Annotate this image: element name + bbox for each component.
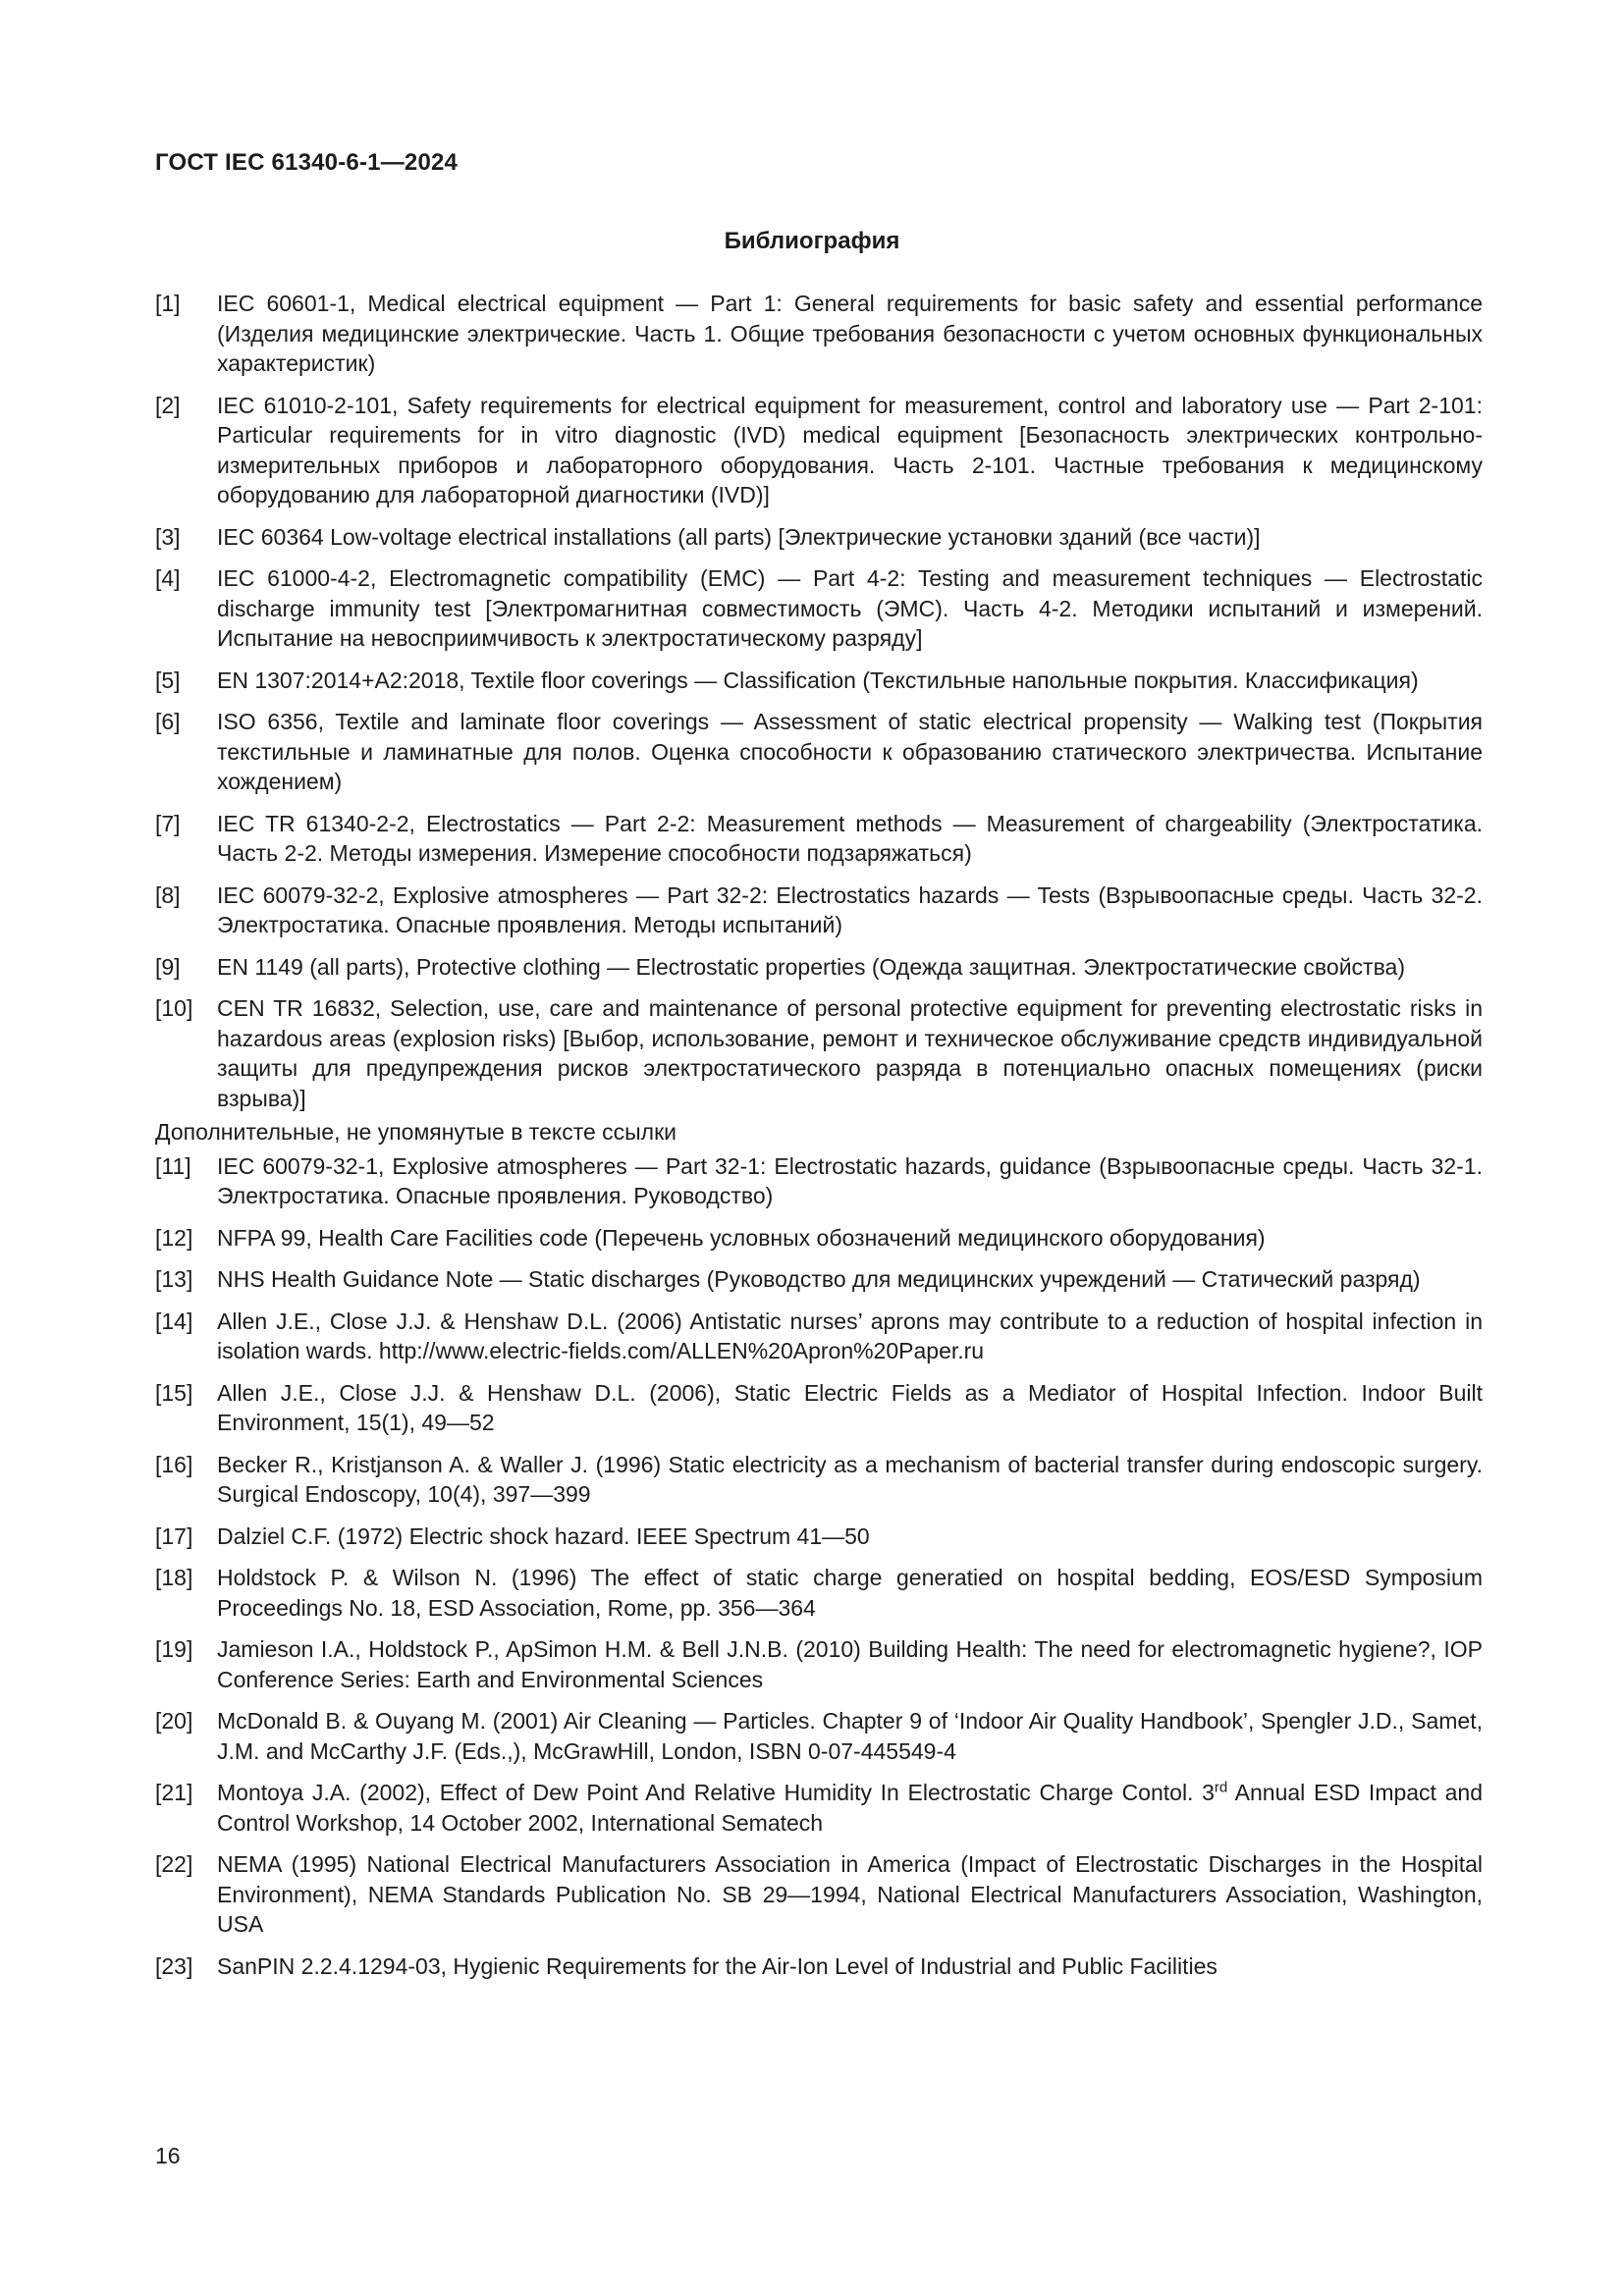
reference-number: [1] [155, 291, 181, 316]
reference-text: IEC 60601-1, Medical electrical equipment — Part 1: General requirements for basic safety and essential performance (Изделия медицинские электрические. Часть 1. Общие требования безопасности с учетом основных функциональных характеристик) [217, 291, 1483, 376]
reference-item [155, 1706, 1483, 1766]
reference-item [155, 1563, 1483, 1623]
reference-item [155, 1634, 1483, 1694]
reference-item [155, 1378, 1483, 1438]
reference-group [155, 289, 1483, 1113]
reference-item [155, 563, 1483, 654]
reference-number: [11] [155, 1152, 191, 1179]
bibliography-list [155, 289, 1483, 1993]
reference-text-part: Annual ESD Impact and Control Workshop, 14 October 2002, International Sematech [217, 1780, 1483, 1836]
reference-number: [23] [155, 1952, 193, 1979]
reference-text: IEC 60364 Low-voltage electrical installations (all parts) [Электрические установки зданий (все части)] [217, 523, 1261, 550]
reference-text: IEC 61000-4-2, Electromagnetic compatibility (EMC) — Part 4-2: Testing and measurement techniques — Electrostatic discharge immunity test [Электромагнитная совместимость (ЭМС). Часть 4-2. Методики испытаний и измерений. Испытание на невосприимчивость к электростатическому разряду] [217, 565, 1483, 651]
reference-text: EN 1307:2014+A2:2018, Textile floor coverings — Classification (Текстильные напольные покрытия. Классификация) [217, 667, 1419, 693]
reference-number: [9] [155, 953, 181, 980]
reference-item [155, 809, 1483, 869]
reference-text: IEC TR 61340-2-2, Electrostatics — Part 2-2: Measurement methods — Measurement of chargeability (Электростатика. Часть 2-2. Методы измерения. Измерение способности подзаряжаться) [217, 810, 1483, 866]
reference-text: NFPA 99, Health Care Facilities code (Перечень условных обозначений медицинского оборудования) [217, 1224, 1266, 1251]
reference-number: [17] [155, 1522, 193, 1549]
reference-number: [20] [155, 1708, 193, 1734]
reference-number: [18] [155, 1565, 193, 1590]
reference-number: [14] [155, 1308, 193, 1334]
reference-item [155, 1264, 1483, 1295]
reference-number: [10] [155, 995, 193, 1021]
reference-text [217, 1778, 1483, 1838]
reference-text-part: Montoya J.A. (2002), Effect of Dew Point And Relative Humidity In Electrostatic Charge Contol. 3 [217, 1780, 1215, 1805]
superscript: rd [1214, 1779, 1228, 1796]
reference-text: Dalziel C.F. (1972) Electric shock hazard. IEEE Spectrum 41—50 [217, 1522, 870, 1549]
reference-number: [3] [155, 523, 181, 550]
reference-text: McDonald B. & Ouyang M. (2001) Air Cleaning — Particles. Chapter 9 of ‘Indoor Air Quality Handbook’, Spengler J.D., Samet, J.M. and McCarthy J.F. (Eds.,), McGrawHill, London, ISBN 0-07-445549-4 [217, 1708, 1483, 1764]
reference-number: [19] [155, 1636, 193, 1662]
reference-item [155, 1307, 1483, 1366]
reference-number: [2] [155, 392, 181, 418]
reference-item [155, 881, 1483, 940]
reference-item [155, 993, 1483, 1113]
section-title: Библиография [724, 228, 900, 254]
additional-references-note: Дополнительные, не упомянутые в тексте ссылки [155, 1119, 677, 1145]
document-code-header: ГОСТ IEC 61340-6-1—2024 [155, 149, 459, 176]
reference-group [155, 1151, 1483, 1767]
reference-text: Allen J.E., Close J.J. & Henshaw D.L. (2006), Static Electric Fields as a Mediator of Hospital Infection. Indoor Built Environment, 15(1), 49—52 [217, 1379, 1483, 1435]
reference-text: IEC 60079-32-1, Explosive atmospheres — Part 32-1: Electrostatic hazards, guidance (Взрывоопасные среды. Часть 32-1. Электростатика. Опасные проявления. Руководство) [217, 1152, 1483, 1208]
page-number: 16 [155, 2143, 181, 2168]
reference-number: [15] [155, 1379, 193, 1406]
reference-number: [12] [155, 1224, 193, 1251]
reference-number: [16] [155, 1451, 193, 1477]
reference-item [155, 391, 1483, 510]
reference-group [155, 1849, 1483, 1981]
reference-text: NHS Health Guidance Note — Static discharges (Руководство для медицинских учреждений — Статический разряд) [217, 1266, 1421, 1292]
reference-text: IEC 61010-2-101, Safety requirements for electrical equipment for measurement, control and laboratory use — Part 2-101: Particular requirements for in vitro diagnostic (IVD) medical equipment [Безопасность электрических контрольно-измерительных приборов и лабораторного оборудования. Часть 2-101. Частные требования к медицинскому оборудованию для лабораторной диагностики (IVD)] [217, 392, 1483, 507]
reference-text: CEN TR 16832, Selection, use, care and maintenance of personal protective equipment for preventing electrostatic risks in hazardous areas (explosion risks) [Выбор, использование, ремонт и техническое обслуживание средств индивидуальной защиты для предупреждения рисков электростатического разряда в потенциально опасных помещениях (риски взрыва)] [217, 995, 1483, 1111]
reference-item [155, 1951, 1483, 1982]
reference-item [155, 707, 1483, 797]
reference-number: [6] [155, 709, 181, 734]
reference-item [155, 289, 1483, 379]
reference-number: [13] [155, 1266, 193, 1292]
reference-text: NEMA (1995) National Electrical Manufacturers Association in America (Impact of Electrostatic Discharges in the Hospital Environment), NEMA Standards Publication No. SB 29—1994, National Electrical Manufacturers Association, Washington, USA [217, 1851, 1483, 1937]
reference-text: SanPIN 2.2.4.1294-03, Hygienic Requirements for the Air-Ion Level of Industrial and Public Facilities [217, 1952, 1218, 1979]
reference-number: [21] [155, 1780, 193, 1805]
reference-text: Holdstock P. & Wilson N. (1996) The effect of static charge generatied on hospital bedding, EOS/ESD Symposium Proceedings No. 18, ESD Association, Rome, pp. 356—364 [217, 1565, 1483, 1621]
reference-item [155, 666, 1483, 696]
reference-item [155, 1849, 1483, 1940]
reference-number: [22] [155, 1851, 193, 1877]
reference-text: Becker R., Kristjanson A. & Waller J. (1996) Static electricity as a mechanism of bacterial transfer during endoscopic surgery. Surgical Endoscopy, 10(4), 397—399 [217, 1451, 1483, 1507]
reference-text: IEC 60079-32-2, Explosive atmospheres — Part 32-2: Electrostatics hazards — Tests (Взрывоопасные среды. Часть 32-2. Электростатика. Опасные проявления. Методы испытаний) [217, 881, 1483, 937]
reference-item [155, 1450, 1483, 1510]
reference-item [155, 522, 1483, 553]
reference-text: ISO 6356, Textile and laminate floor coverings — Assessment of static electrical propensity — Walking test (Покрытия текстильные и ламинатные для полов. Оценка способности к образованию статического электричества. Испытание хождением) [217, 709, 1483, 794]
reference-number: [7] [155, 810, 181, 836]
reference-number: [4] [155, 565, 181, 591]
reference-text: Jamieson I.A., Holdstock P., ApSimon H.M. & Bell J.N.B. (2010) Building Health: The need for electromagnetic hygiene?, IOP Conference Series: Earth and Environmental Sciences [217, 1636, 1483, 1692]
reference-item [155, 1522, 1483, 1552]
reference-item [155, 1778, 1483, 1838]
reference-text: EN 1149 (all parts), Protective clothing — Electrostatic properties (Одежда защитная. Электростатические свойства) [217, 953, 1405, 980]
reference-item [155, 952, 1483, 983]
reference-number: [5] [155, 667, 181, 693]
reference-item [155, 1151, 1483, 1211]
reference-number: [8] [155, 881, 181, 908]
reference-text: Allen J.E., Close J.J. & Henshaw D.L. (2006) Antistatic nurses’ aprons may contribute to a reduction of hospital infection in isolation wards. http://www.electric-fields.com/ALLEN%20Apron%20Paper.ru [217, 1308, 1483, 1363]
reference-item [155, 1223, 1483, 1254]
